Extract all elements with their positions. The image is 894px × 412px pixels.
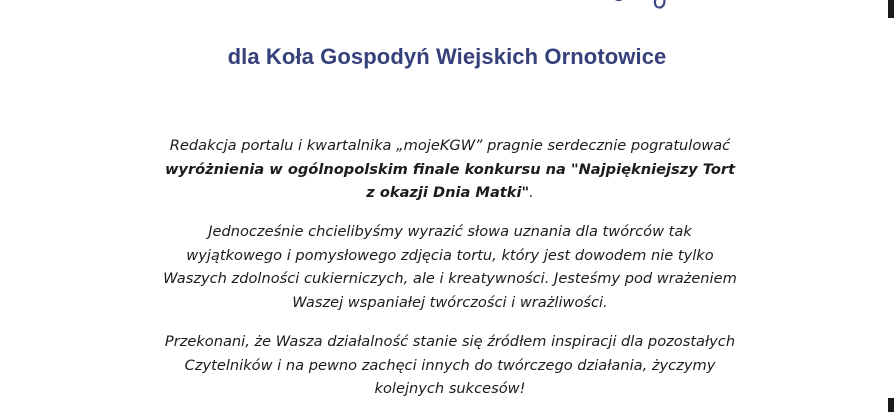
paragraph-appreciation xyxy=(150,220,750,314)
paragraph-line: Waszych zdolności cukierniczych, ale i kreatywności. Jesteśmy pod wrażeniem xyxy=(163,270,737,287)
paragraph-line: Waszej wspaniałej twórczości i wrażliwości. xyxy=(292,293,608,311)
paragraph-line: kolejnych sukcesów! xyxy=(374,380,526,397)
paragraph-line: Jednocześnie chcielibyśmy wyrazić słowa uznania dla twórców tak xyxy=(208,223,692,240)
paragraph-line xyxy=(150,181,750,205)
paragraph-line: wyróżnienia w ogólnopolskim finale konkursu na "Najpiękniejszy Tort xyxy=(164,160,736,178)
recipient-heading: dla Koła Gospodyń Wiejskich Ornotowice xyxy=(227,44,667,69)
paragraph-line: Przekonani, że Wasza działalność stanie się źródłem inspiracji dla pozostałych xyxy=(164,333,736,350)
paragraph-line: Redakcja portalu i kwartalnika „mojeKGW” pragnie serdecznie pogratulować xyxy=(169,137,731,154)
scan-edge-shadow xyxy=(888,398,894,412)
bold-text: z okazji Dnia Matki" xyxy=(366,184,530,201)
decorative-script-heading xyxy=(0,0,894,14)
scan-edge-shadow xyxy=(888,0,894,18)
paragraph-line: wyjątkowego i pomysłowego zdjęcia tortu, który jest dowodem nie tylko xyxy=(186,246,714,264)
paragraph-line: Czytelników i na pewno zachęci innych do twórczego działania, życzymy xyxy=(184,356,716,374)
period-text: . xyxy=(529,184,534,201)
paragraph-congratulations xyxy=(150,134,750,205)
paragraph-wishes xyxy=(150,330,750,401)
